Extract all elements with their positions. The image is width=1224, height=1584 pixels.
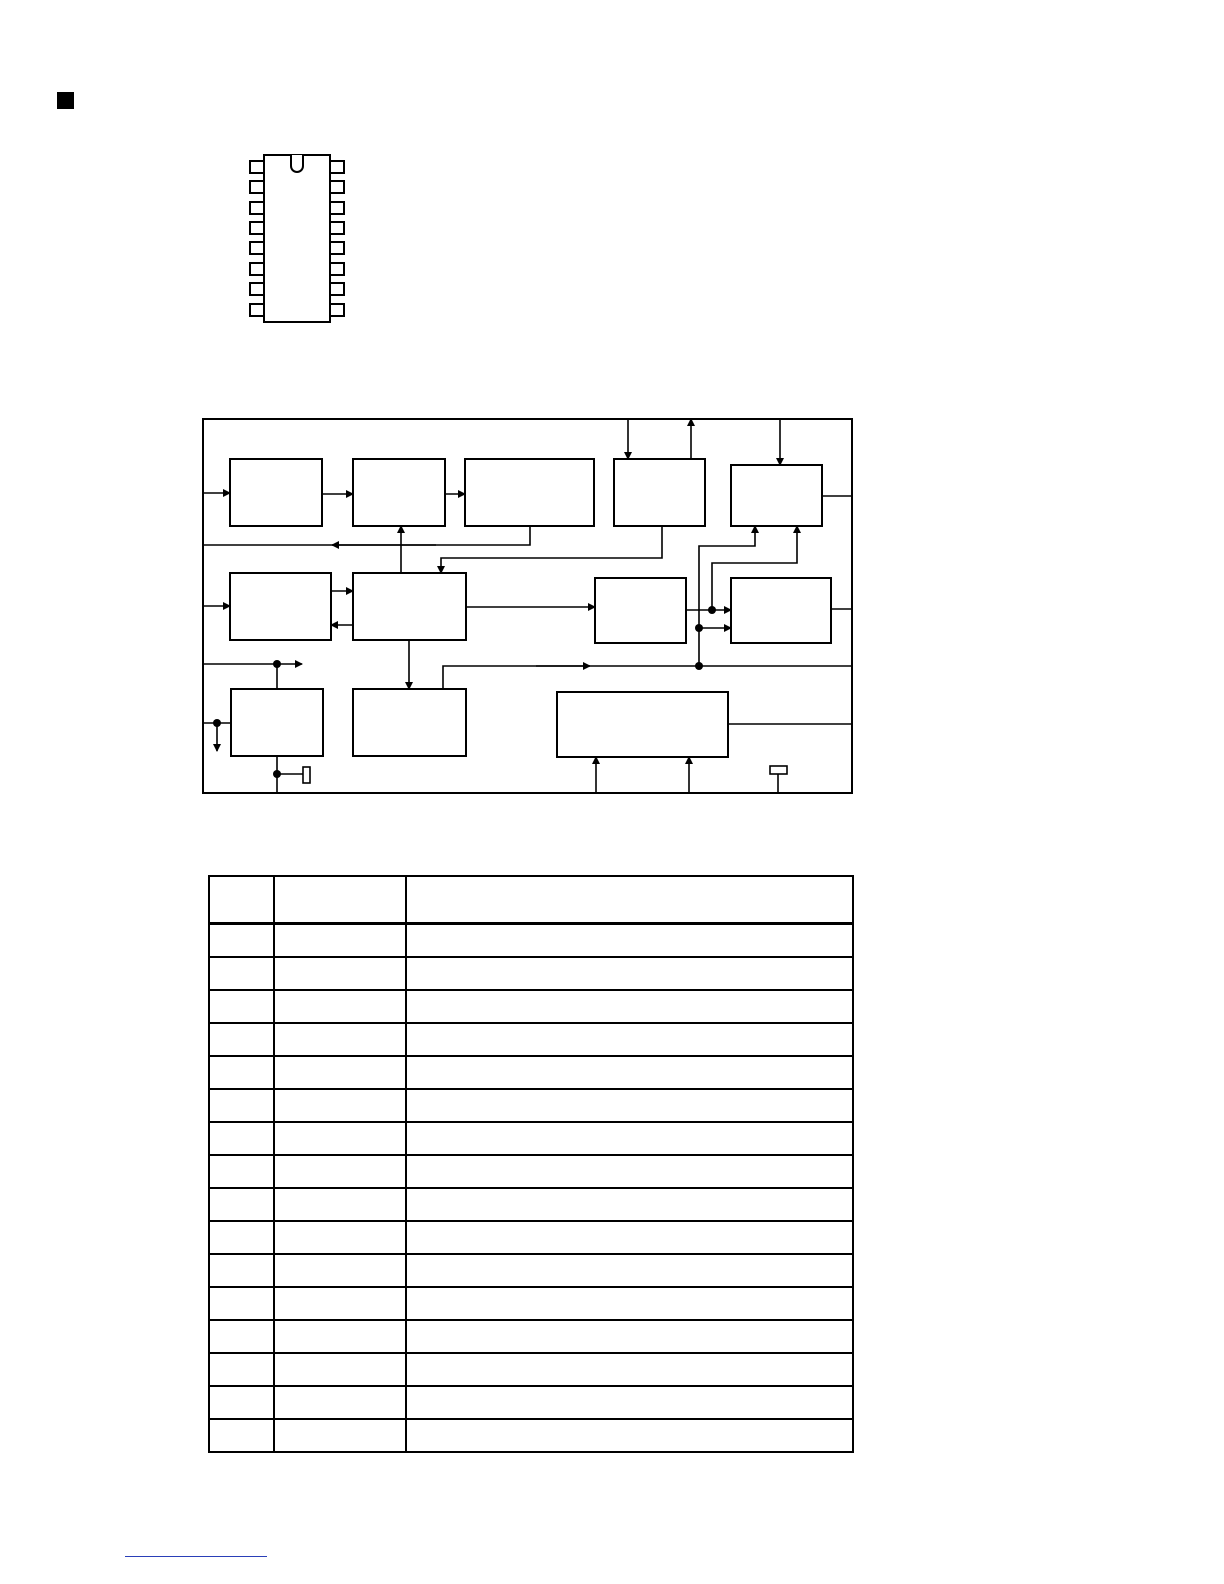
- pin-no-cell: [209, 1122, 274, 1155]
- function-cell: [406, 1287, 853, 1320]
- symbol-cell: [274, 1089, 406, 1122]
- pin-no-cell: [209, 1386, 274, 1419]
- pin-no-cell: [209, 1188, 274, 1221]
- table-header-row: [209, 876, 853, 924]
- pin-no-cell: [209, 1254, 274, 1287]
- symbol-cell: [274, 1056, 406, 1089]
- table-row: [209, 1155, 853, 1188]
- function-cell: [406, 1023, 853, 1056]
- function-cell: [406, 924, 853, 958]
- table-row: [209, 1023, 853, 1056]
- function-cell: [406, 1320, 853, 1353]
- function-cell: [406, 1419, 853, 1452]
- symbol-cell: [274, 1353, 406, 1386]
- table-row: [209, 1122, 853, 1155]
- function-cell: [406, 1188, 853, 1221]
- symbol-cell: [274, 1023, 406, 1056]
- pin-no-cell: [209, 1056, 274, 1089]
- pin-no-cell: [209, 1320, 274, 1353]
- function-cell: [406, 1089, 853, 1122]
- symbol-cell: [274, 1221, 406, 1254]
- table-row: [209, 957, 853, 990]
- symbol-cell: [274, 1287, 406, 1320]
- function-cell: [406, 957, 853, 990]
- function-cell: [406, 1221, 853, 1254]
- table-row: [209, 1089, 853, 1122]
- footer-link-underline[interactable]: [125, 1556, 267, 1557]
- function-cell: [406, 1155, 853, 1188]
- function-cell: [406, 1386, 853, 1419]
- function-cell: [406, 990, 853, 1023]
- pin-no-cell: [209, 1353, 274, 1386]
- table-row: [209, 1386, 853, 1419]
- table-row: [209, 1188, 853, 1221]
- symbol-cell: [274, 990, 406, 1023]
- symbol-cell: [274, 1188, 406, 1221]
- pin-no-cell: [209, 957, 274, 990]
- header-function: [406, 876, 853, 924]
- function-cell: [406, 1254, 853, 1287]
- dip16-pin-layout: [240, 148, 352, 330]
- square-bullet-icon: [57, 92, 74, 109]
- header-symbol: [274, 876, 406, 924]
- symbol-cell: [274, 1254, 406, 1287]
- pin-no-cell: [209, 1287, 274, 1320]
- function-cell: [406, 1353, 853, 1386]
- symbol-cell: [274, 957, 406, 990]
- pin-no-cell: [209, 1155, 274, 1188]
- function-cell: [406, 1056, 853, 1089]
- symbol-cell: [274, 1122, 406, 1155]
- pin-no-cell: [209, 1023, 274, 1056]
- symbol-cell: [274, 1155, 406, 1188]
- pin-description-table: [208, 875, 854, 1453]
- table-row: [209, 1254, 853, 1287]
- table-row: [209, 1287, 853, 1320]
- table-row: [209, 924, 853, 958]
- symbol-cell: [274, 924, 406, 958]
- table-row: [209, 990, 853, 1023]
- table-row: [209, 1320, 853, 1353]
- pin-no-cell: [209, 1419, 274, 1452]
- pin-no-cell: [209, 924, 274, 958]
- table-row: [209, 1221, 853, 1254]
- table-row: [209, 1419, 853, 1452]
- symbol-cell: [274, 1386, 406, 1419]
- header-pin-no: [209, 876, 274, 924]
- symbol-cell: [274, 1419, 406, 1452]
- block-diagram: [196, 412, 860, 802]
- pin-no-cell: [209, 1089, 274, 1122]
- table-row: [209, 1353, 853, 1386]
- pin-no-cell: [209, 990, 274, 1023]
- function-cell: [406, 1122, 853, 1155]
- pin-no-cell: [209, 1221, 274, 1254]
- symbol-cell: [274, 1320, 406, 1353]
- table-row: [209, 1056, 853, 1089]
